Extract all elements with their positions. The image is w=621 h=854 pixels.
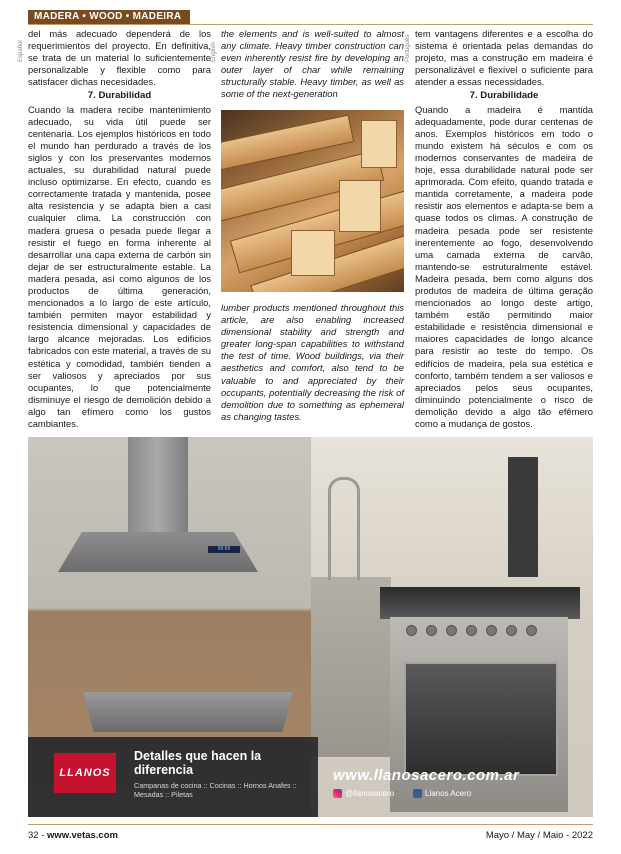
facebook-label: Llanos Acero [425,789,472,798]
stove-knob [426,625,437,636]
kitchen-counter [311,577,391,757]
lang-label-en: English [211,42,217,62]
kitchen-shelf [508,457,538,577]
lang-label-es: Español [18,40,24,62]
pt-paragraph-1: tem vantagens diferentes e a escolha do sistema é orientada pelas demandas do projeto, mas a construção em madeira é personalizável e flexível o suficiente para atender a essas necessidades. [415,28,593,88]
llanos-advertisement[interactable] [28,437,593,817]
footer-rule [28,824,593,825]
stove-knob [526,625,537,636]
oven-window [404,662,558,776]
en-paragraph-2: lumber products mentioned throughout this article, are also enabling increased dimensional stability and strength and greater long-span capabilities to withstand the test of time. Wood buildings, via their aesthetics and comfort, also tend to be valuable to and appreciated by their occupants, potentially decreasing the risk of demolition due to something as ephemeral as changing tastes. [221,302,404,422]
stove-knob [506,625,517,636]
stove-knob [486,625,497,636]
ad-website-link[interactable]: www.llanosacero.com.ar [333,767,520,784]
stove-knob [406,625,417,636]
footer-page-info [28,830,118,841]
stove-knob [446,625,457,636]
section-tag: MADERA • WOOD • MADEIRA [28,10,190,24]
range-hood-chimney [128,437,188,532]
page-number: 32 - [28,830,48,841]
en-paragraph-1: the elements and is well-suited to almost any climate. Heavy timber construction can even inherently resist fire by developing an outer layer of char while remaining structurally stable. Heavy timber, as well as some of the next-generation [221,28,404,100]
stove-knob [466,625,477,636]
column-english-continued [221,302,404,423]
es-heading-durability: 7. Durabilidad [87,90,152,102]
column-spanish [28,28,211,430]
ad-title: Detalles que hacen la diferencia [134,749,262,777]
faucet-image [328,477,360,580]
instagram-icon [333,789,342,798]
ad-subtitle: Campanas de cocina :: Cocinas :: Hornos Anafes :: Mesadas :: Piletas [134,781,297,799]
hood-display: 88:88 [208,546,240,553]
footer-website[interactable]: www.vetas.com [47,830,118,841]
timber-end-grain [361,120,397,168]
instagram-label: @llanosacero [345,789,395,798]
timber-beams-photo [221,110,404,292]
pt-paragraph-2: Quando a madeira é mantida adequadamente, pode durar centenas de anos. Exemplos históricos em todo o mundo existem há séculos e com os modernos conservantes de madeira de hoje, essa durabilidade natural pode ser aprimorada. Com efeito, quando tratada e mantida corretamente, a madeira pode resistir aos elementos e adapta-se bem a quase todos os climas. A construção de madeira pesada pode ser resistente inerentemente ao fogo, desenvolvendo uma camada externa de carvão, mantendo-se estruturalmente estável. Madeira pesada, bem como alguns dos produtos de madeira de última geração mencionados ao longo deste artigo, também estão permitindo maior estabilidade e resistência dimensional e maiores capacidades de longo alcance para resistir ao teste do tempo. Os edifícios de madeira, pela sua estética e conforto, também tendem a ser valiosos e apreciados pelos seus ocupantes, diminuindo potencialmente o risco de demolição devido a algo tão efêmero como a mudança de gostos. [415,103,593,429]
facebook-icon [413,789,422,798]
timber-end-grain [339,180,381,232]
footer-issue-date: Mayo / May / Maio - 2022 [485,830,593,841]
undercabinet-hood-image [83,692,293,732]
stove-cooktop [380,587,580,619]
column-portuguese [415,28,593,430]
facebook-handle[interactable] [413,788,471,799]
pt-heading-durability: 7. Durabilidade [469,90,539,102]
column-english [221,28,404,101]
lang-label-pt: Português [405,34,411,62]
timber-end-grain [291,230,335,276]
llanos-logo: LLANOS [54,753,116,793]
header-rule [28,24,593,25]
es-paragraph-2: Cuando la madera recibe mantenimiento adecuado, su vida útil puede ser centenaria. Los ejemplos históricos en todo el mundo han perdurado a través de los siglos y con los preservantes modernos actuales, su durabilidad natural puede incluso optimizarse. En efecto, cuando es correctamente tratada y mantenida, posee alta resistencia y se adapta bien a casi cualquier clima. La construcción con madera gruesa o pesada puede llegar a resistir el fuego en forma inherente al desarrollar una capa externa de carbón sin dejar de ser estructuralmente estable. La madera pesada, así como algunos de los productos de última generación, mencionados a lo largo de este artículo, también permiten mayor estabilidad y resistencia dimensional y capacidades de largo alcance mejoradas. Los edificios fabricados con este material, a través de su estética y comodidad, también tienden a ser valiosos y apreciados por sus ocupantes, lo que potencialmente disminuye el riesgo de demolición debido a algo tan efímero como los gustos cambiantes. [28,103,211,429]
es-paragraph-1: del más adecuado dependerá de los requerimientos del proyecto. En definitiva, se trata de un material lo suficientemente personalizable y flexible como para satisfacer dichas necesidades. [28,28,211,88]
instagram-handle[interactable] [333,788,394,799]
